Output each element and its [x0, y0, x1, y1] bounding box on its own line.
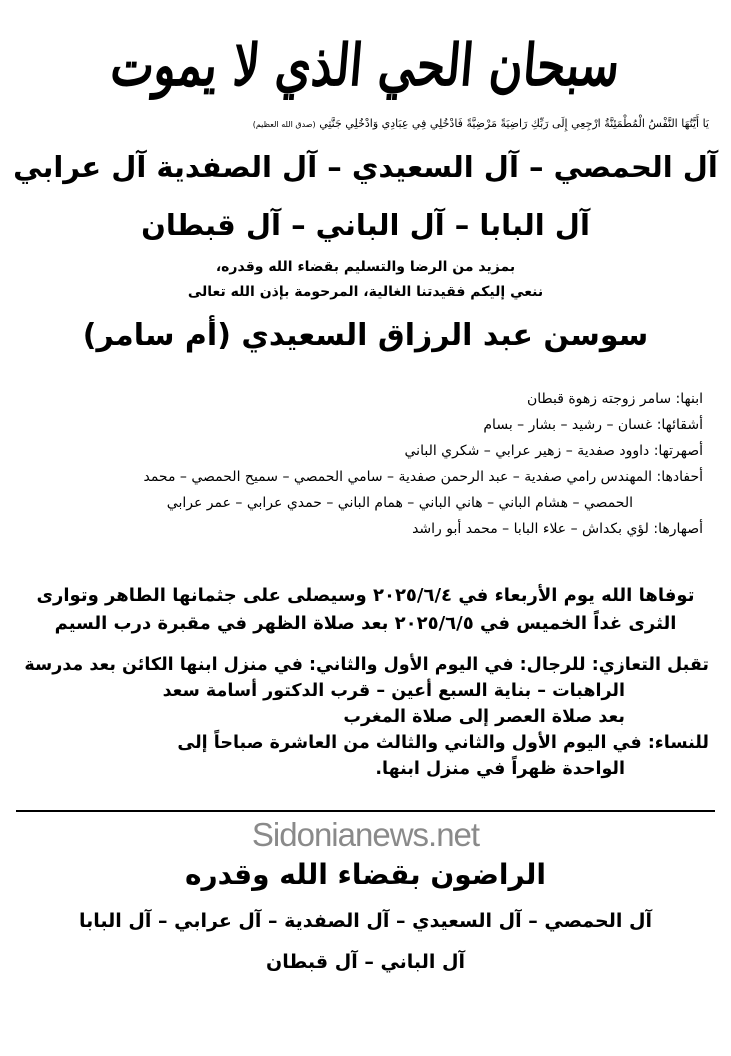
site-watermark: Sidonianews.net — [251, 816, 480, 853]
families-line-2: آل البابا – آل الباني – آل قبطان — [141, 208, 590, 242]
quran-verse — [22, 116, 709, 133]
deceased-name: سوسن عبد الرزاق السعيدي (أم سامر) — [82, 318, 649, 353]
condolences-men-2: الراهبات – بناية السبع أعين – قرب الدكتور أسامة سعد — [162, 681, 625, 701]
intro-line-1: بمزيد من الرضا والتسليم بقضاء الله وقدره، — [215, 259, 516, 275]
condolences-men-1: تقبل التعازي: للرجال: في اليوم الأول والثاني: في منزل ابنها الكائن بعد مدرسة — [24, 655, 709, 675]
footer-families-1: آل الحمصي – آل السعيدي – آل الصفدية – آل عرابي – آل البابا — [78, 910, 652, 932]
announcement-line-1: توفاها الله يوم الأربعاء في ٢٠٢٥/٦/٤ وسيصلى على جثمانها الطاهر وتوارى — [36, 585, 695, 606]
families-line-1: آل الحمصي – آل السعيدي – آل الصفدية آل عرابي — [13, 150, 718, 184]
closing-phrase: الراضون بقضاء الله وقدره — [184, 858, 547, 891]
intro-line-2: ننعي إليكم فقيدتنا الغالية، المرحومة بإذن الله تعالى — [187, 284, 544, 300]
relatives-list — [20, 386, 703, 542]
announcement-line-2: الثرى غداً الخميس في ٢٠٢٥/٦/٥ بعد صلاة الظهر في مقبرة درب السيم — [54, 613, 677, 634]
divider-line — [16, 810, 715, 812]
calligraphy-header — [0, 20, 731, 110]
relative-son: ابنها: سامر زوجته زهوة قبطان — [526, 391, 703, 407]
relative-grandchildren-2: الحمصي – هشام الباني – هاني الباني – همام الباني – حمدي عرابي – عمر عرابي — [166, 495, 633, 511]
verse-reference: (صدق الله العظيم) — [252, 120, 316, 129]
relative-grandchildren-1: أحفادها: المهندس رامي صفدية – عبد الرحمن صفدية – سامي الحمصي – سميح الحمصي – محمد — [143, 469, 703, 485]
condolences-men-3: بعد صلاة العصر إلى صلاة المغرب — [343, 707, 625, 727]
relative-in-laws: أصهرتها: داوود صفدية – زهير عرابي – شكري الباني — [404, 443, 703, 459]
relative-sons-in-law: أصهارها: لؤي بكداش – علاء البابا – محمد أبو راشد — [412, 521, 703, 537]
relative-brothers: أشقائها: غسان – رشيد – بشار – بسام — [483, 417, 703, 433]
verse-text: يَا أَيَّتُهَا النَّفْسُ الْمُطْمَئِنَّةُ ارْجِعِي إِلَى رَبِّكِ رَاضِيَةً مَرْضِيَّةً فَادْخُلِي فِي عِبَادِي وَادْخُلِي جَنَّتِي — [319, 117, 709, 130]
condolences-women-2: الواحدة ظهراً في منزل ابنها. — [375, 759, 625, 779]
condolences-info — [26, 652, 709, 782]
intro-text — [0, 255, 731, 305]
condolences-women-1: للنساء: في اليوم الأول والثاني والثالث من العاشرة صباحاً إلى — [177, 733, 709, 753]
calligraphy-text: سبحان الحي الذي لا يموت — [108, 31, 623, 99]
footer-families-2: آل الباني – آل قبطان — [266, 951, 465, 973]
death-announcement — [14, 582, 717, 638]
